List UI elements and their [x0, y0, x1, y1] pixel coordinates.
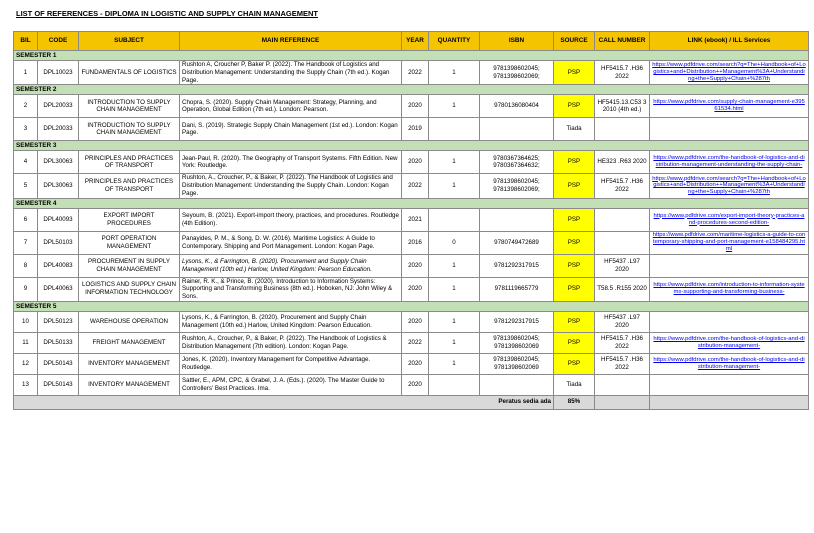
ebook-link[interactable] — [650, 353, 809, 374]
source: PSP — [554, 231, 595, 254]
quantity: 1 — [429, 174, 480, 198]
call-number — [595, 208, 650, 231]
column-header: MAIN REFERENCE — [180, 32, 402, 51]
table-row — [14, 254, 809, 277]
quantity — [429, 208, 480, 231]
quantity — [429, 118, 480, 141]
source: PSP — [554, 151, 595, 174]
ebook-link[interactable] — [650, 231, 809, 254]
main-reference: Rainer, R. K., & Prince, B. (2020). Introduction to Information Systems: Supporting and Transforming Business (8th ed.). Hoboken, NJ: John Wiley & Sons. — [180, 277, 402, 301]
ebook-link-text[interactable]: https://www.pdfdrive.com/maritime-logistics-a-guide-to-contemporary-shipping-and-port-management-e158484295.html — [652, 232, 806, 252]
call-number: HF5415.7 .H36 2022 — [595, 61, 650, 85]
ebook-link-text[interactable]: https://www.pdfdrive.com/the-handbook-of-logistics-and-distribution-management-understanding-the-supply-chain- — [653, 155, 805, 169]
row-number: 3 — [14, 118, 38, 141]
ebook-link[interactable] — [650, 174, 809, 198]
course-code: DPL40083 — [38, 254, 79, 277]
call-number — [595, 374, 650, 395]
quantity: 1 — [429, 277, 480, 301]
year: 2019 — [402, 118, 429, 141]
row-number: 9 — [14, 277, 38, 301]
source: PSP — [554, 208, 595, 231]
quantity: 1 — [429, 332, 480, 353]
course-code: DPL50123 — [38, 311, 79, 332]
ebook-link[interactable] — [650, 95, 809, 118]
quantity: 1 — [429, 95, 480, 118]
table-row — [14, 95, 809, 118]
source: Tiada — [554, 118, 595, 141]
semester-label: SEMESTER 1 — [14, 51, 809, 61]
main-reference: Panayides, P. M., & Song, D. W. (2016). Maritime Logistics: A Guide to Contemporary. Shipping and Port Management. London: Kogan Page. — [180, 231, 402, 254]
quantity: 1 — [429, 311, 480, 332]
column-header: QUANTITY — [429, 32, 480, 51]
row-number: 10 — [14, 311, 38, 332]
call-number: HF5437 .L97 2020 — [595, 311, 650, 332]
column-header: YEAR — [402, 32, 429, 51]
isbn — [480, 118, 554, 141]
course-code: DPL20033 — [38, 118, 79, 141]
subject: FUNDAMENTALS OF LOGISTICS — [79, 61, 180, 85]
quantity: 0 — [429, 231, 480, 254]
source: Tiada — [554, 374, 595, 395]
semester-row — [14, 141, 809, 151]
isbn — [480, 208, 554, 231]
row-number: 8 — [14, 254, 38, 277]
course-code: DPL50133 — [38, 332, 79, 353]
year: 2022 — [402, 174, 429, 198]
main-reference: Lysons, K., & Farrington, B. (2020). Procurement and Supply Chain Management (10th ed.) Harlow, United Kingdom: Pearson Education. — [180, 311, 402, 332]
isbn: 9781292317915 — [480, 254, 554, 277]
year: 2020 — [402, 277, 429, 301]
main-reference: Sattler, E., APM, CPC, & Grabel, J. A. (Eds.). (2020). The Master Guide to Controllers' Best Practices. Ima. — [180, 374, 402, 395]
year: 2020 — [402, 353, 429, 374]
column-header: BIL — [14, 32, 38, 51]
call-number: HF5415.7 .H36 2022 — [595, 174, 650, 198]
column-header: CALL NUMBER — [595, 32, 650, 51]
source: PSP — [554, 61, 595, 85]
ebook-link-text[interactable]: https://www.pdfdrive.com/search?q=The+Handbook+of+Logistics+and+Distribution++Management%3A+Understanding+the+Supply+Chain+%287th — [652, 175, 806, 196]
ebook-link[interactable] — [650, 277, 809, 301]
call-number: T58.5 .R155 2020 — [595, 277, 650, 301]
ebook-link-text[interactable]: https://www.pdfdrive.com/the-handbook-of-logistics-and-distribution-management- — [653, 335, 805, 349]
year: 2022 — [402, 332, 429, 353]
main-reference: Seyoum, B. (2021). Export-import theory, practices, and procedures. Routledge (4th Edition). — [180, 208, 402, 231]
ebook-link — [650, 311, 809, 332]
year: 2020 — [402, 374, 429, 395]
quantity: 1 — [429, 151, 480, 174]
course-code: DPL50143 — [38, 374, 79, 395]
subject: PRINCIPLES AND PRACTICES OF TRANSPORT — [79, 151, 180, 174]
isbn: 9781292317915 — [480, 311, 554, 332]
subject: LOGISTICS AND SUPPLY CHAIN INFORMATION TECHNOLOGY — [79, 277, 180, 301]
course-code: DPL40063 — [38, 277, 79, 301]
main-reference: Jones, K. (2020). Inventory Management for Competitive Advantage. Routledge. — [180, 353, 402, 374]
source: PSP — [554, 332, 595, 353]
row-number: 2 — [14, 95, 38, 118]
main-reference: Rushton, A., Croucher, P., & Baker, P. (2022). The Handbook of Logistics and Distribution Management: Understanding the Supply Chain. London: Kogan Page. — [180, 174, 402, 198]
main-reference: Rushton A, Croucher P, Baker P. (2022). The Handbook of Logistics and Distribution Management: Understanding the Supply Chain (7th ed.). Kogan Page. — [180, 61, 402, 85]
isbn: 9781398602045; 9781398602069 — [480, 332, 554, 353]
year: 2020 — [402, 254, 429, 277]
call-number — [595, 118, 650, 141]
isbn — [480, 374, 554, 395]
call-number: HF5415.13.C53 3 2010 (4th ed.) — [595, 95, 650, 118]
subject: PRINCIPLES AND PRACTICES OF TRANSPORT — [79, 174, 180, 198]
main-reference: Jean-Paul, R. (2020). The Geography of Transport Systems. Fifth Edition. New York: Routledge. — [180, 151, 402, 174]
table-row — [14, 353, 809, 374]
ebook-link-text[interactable]: https://www.pdfdrive.com/introduction-to-information-systems-supporting-and-transforming-business- — [653, 282, 805, 296]
ebook-link[interactable] — [650, 332, 809, 353]
semester-row — [14, 301, 809, 311]
source: PSP — [554, 311, 595, 332]
table-row — [14, 174, 809, 198]
call-number: HF5437 .L97 2020 — [595, 254, 650, 277]
isbn: 9781398602045; 9781398602069; — [480, 174, 554, 198]
year: 2020 — [402, 95, 429, 118]
main-reference: Rushton, A., Croucher, P., & Baker, P. (2022). The Handbook of Logistics & Distribution Management (7th edition). London: Kogan Page. — [180, 332, 402, 353]
isbn: 9780136080404 — [480, 95, 554, 118]
summary-label: Peratus sedia ada — [14, 395, 554, 409]
quantity: 1 — [429, 61, 480, 85]
subject: INTRODUCTION TO SUPPLY CHAIN MANAGEMENT — [79, 118, 180, 141]
row-number: 6 — [14, 208, 38, 231]
subject: INVENTORY MANAGEMENT — [79, 374, 180, 395]
quantity: 1 — [429, 254, 480, 277]
ebook-link[interactable] — [650, 208, 809, 231]
subject: INVENTORY MANAGEMENT — [79, 353, 180, 374]
course-code: DPL30063 — [38, 174, 79, 198]
table-row — [14, 118, 809, 141]
ebook-link[interactable] — [650, 151, 809, 174]
course-code: DPL20033 — [38, 95, 79, 118]
table-row — [14, 332, 809, 353]
ebook-link-text[interactable]: https://www.pdfdrive.com/search?q=The+Handbook+of+Logistics+and+Distribution++Management%3A+Understanding+the+Supply+Chain+%287th — [652, 62, 806, 83]
source: PSP — [554, 174, 595, 198]
row-number: 1 — [14, 61, 38, 85]
call-number: HE323 .R63 2020 — [595, 151, 650, 174]
table-row — [14, 311, 809, 332]
year: 2016 — [402, 231, 429, 254]
table-row — [14, 151, 809, 174]
table-row — [14, 61, 809, 85]
semester-row — [14, 51, 809, 61]
row-number: 11 — [14, 332, 38, 353]
course-code: DPL50143 — [38, 353, 79, 374]
main-reference: Chopra, S. (2020). Supply Chain Management: Strategy, Planning, and Operation, Global Edition (7th ed.). London: Pearson. — [180, 95, 402, 118]
summary-value: 85% — [554, 395, 595, 409]
table-row — [14, 374, 809, 395]
quantity — [429, 374, 480, 395]
course-code: DPL50103 — [38, 231, 79, 254]
isbn: 9780367364625; 9780367364632; — [480, 151, 554, 174]
column-header: ISBN — [480, 32, 554, 51]
source: PSP — [554, 95, 595, 118]
call-number: HF5415.7 .H36 2022 — [595, 353, 650, 374]
year: 2020 — [402, 311, 429, 332]
source: PSP — [554, 254, 595, 277]
course-code: DPL30063 — [38, 151, 79, 174]
ebook-link — [650, 118, 809, 141]
subject: EXPORT IMPORT PROCEDURES — [79, 208, 180, 231]
call-number: HF5415.7 .H36 2022 — [595, 332, 650, 353]
isbn: 9781398602045; 9781398602069 — [480, 353, 554, 374]
column-header: SUBJECT — [79, 32, 180, 51]
isbn: 9780749472689 — [480, 231, 554, 254]
main-reference: Dani, S. (2019). Strategic Supply Chain Management (1st ed.). London: Kogan Page. — [180, 118, 402, 141]
row-number: 7 — [14, 231, 38, 254]
semester-row — [14, 85, 809, 95]
course-code: DPL40093 — [38, 208, 79, 231]
isbn: 9781119665779 — [480, 277, 554, 301]
year: 2022 — [402, 61, 429, 85]
year: 2021 — [402, 208, 429, 231]
row-number: 4 — [14, 151, 38, 174]
quantity: 1 — [429, 353, 480, 374]
subject: WAREHOUSE OPERATION — [79, 311, 180, 332]
ebook-link-text[interactable]: https://www.pdfdrive.com/supply-chain-management-e39561534.html — [653, 99, 805, 113]
year: 2020 — [402, 151, 429, 174]
row-number: 5 — [14, 174, 38, 198]
row-number: 12 — [14, 353, 38, 374]
semester-label: SEMESTER 5 — [14, 301, 809, 311]
ebook-link[interactable] — [650, 61, 809, 85]
subject: INTRODUCTION TO SUPPLY CHAIN MANAGEMENT — [79, 95, 180, 118]
summary-row — [14, 395, 809, 409]
ebook-link — [650, 374, 809, 395]
source: PSP — [554, 353, 595, 374]
header-row — [14, 32, 809, 51]
semester-row — [14, 198, 809, 208]
column-header: SOURCE — [554, 32, 595, 51]
isbn: 9781398602045; 9781398602069; — [480, 61, 554, 85]
references-table — [13, 31, 809, 410]
document-title: LIST OF REFERENCES - DIPLOMA IN LOGISTIC AND SUPPLY CHAIN MANAGEMENT — [16, 9, 318, 18]
subject: PORT OPERATION MANAGEMENT — [79, 231, 180, 254]
ebook-link-text[interactable]: https://www.pdfdrive.com/export-import-theory-practices-and-procedures-second-edition- — [653, 212, 805, 226]
call-number — [595, 231, 650, 254]
source: PSP — [554, 277, 595, 301]
table-row — [14, 208, 809, 231]
main-reference: Lysons, K., & Farrington, B. (2020). Procurement and Supply Chain Management (10th ed.) Harlow, United Kingdom: Pearson Education. — [180, 254, 402, 277]
semester-label: SEMESTER 3 — [14, 141, 809, 151]
column-header: CODE — [38, 32, 79, 51]
column-header: LINK (ebook) / ILL Services — [650, 32, 809, 51]
table-row — [14, 277, 809, 301]
table-row — [14, 231, 809, 254]
semester-label: SEMESTER 2 — [14, 85, 809, 95]
subject: FREIGHT MANAGEMENT — [79, 332, 180, 353]
subject: PROCUREMENT IN SUPPLY CHAIN MANAGEMENT — [79, 254, 180, 277]
ebook-link-text[interactable]: https://www.pdfdrive.com/the-handbook-of-logistics-and-distribution-management- — [653, 356, 805, 370]
ebook-link — [650, 254, 809, 277]
row-number: 13 — [14, 374, 38, 395]
semester-label: SEMESTER 4 — [14, 198, 809, 208]
course-code: DPL10023 — [38, 61, 79, 85]
